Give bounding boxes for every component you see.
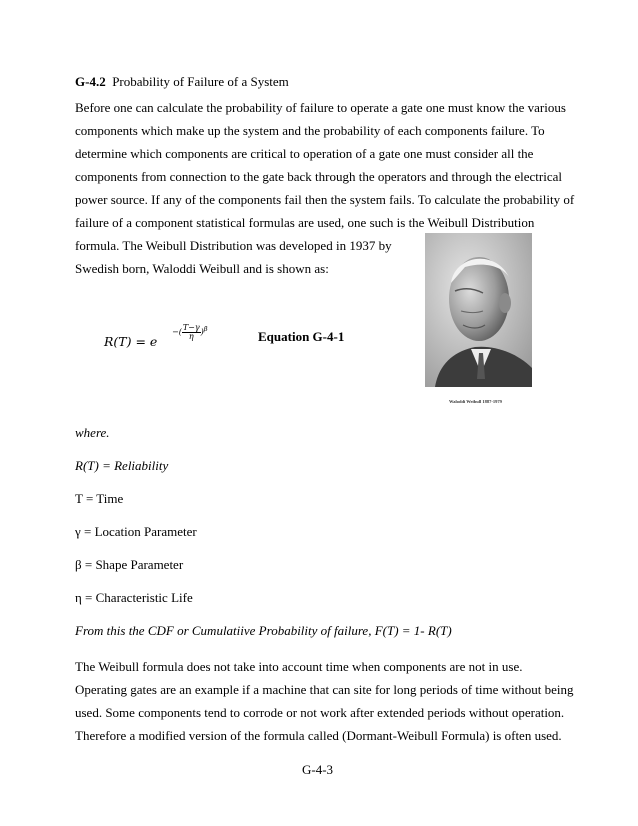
intro-line: formula. The Weibull Distribution was developed in 1937 by bbox=[75, 238, 392, 253]
intro-line: Before one can calculate the probability of failure to operate a gate one must know the various bbox=[75, 100, 566, 115]
closing-line: The Weibull formula does not take into account time when components are not in use. bbox=[75, 659, 523, 674]
definition-characteristic-life: η = Characteristic Life bbox=[75, 590, 193, 605]
closing-line: Operating gates are an example if a machine that can site for long periods of time without being bbox=[75, 682, 574, 697]
exponent-fraction bbox=[182, 324, 201, 341]
photo-caption: Waloddi Weibull 1887-1979 bbox=[449, 399, 502, 404]
exponent-sign: − bbox=[172, 327, 179, 337]
cdf-statement: From this the CDF or Cumulatiive Probability of failure, F(T) = 1- R(T) bbox=[75, 623, 452, 638]
section-title: Probability of Failure of a System bbox=[112, 74, 289, 89]
section-heading bbox=[75, 74, 289, 90]
page-number: G-4-3 bbox=[302, 762, 334, 777]
definition-shape: β = Shape Parameter bbox=[75, 557, 184, 572]
exponent-denominator: η bbox=[188, 332, 194, 341]
portrait-image bbox=[425, 233, 532, 387]
definition-time: T = Time bbox=[75, 491, 124, 506]
equation-label: Equation G-4-1 bbox=[258, 329, 345, 344]
where-label: where. bbox=[75, 425, 110, 440]
closing-line: used. Some components tend to corrode or not work after extended periods without operation. bbox=[75, 705, 565, 720]
exponent-numerator: T−γ bbox=[182, 323, 200, 332]
definition-location: γ = Location Parameter bbox=[75, 524, 197, 539]
exponent-power: β bbox=[203, 324, 208, 333]
closing-line: Therefore a modified version of the formula called (Dormant-Weibull Formula) is often used. bbox=[75, 728, 562, 743]
definition-reliability: R(T) = Reliability bbox=[75, 458, 169, 473]
section-number: G-4.2 bbox=[75, 74, 106, 89]
portrait-photo bbox=[425, 233, 532, 387]
intro-line: determine which components are critical to operation of a gate one must consider all the bbox=[75, 146, 534, 161]
closing-paragraph bbox=[75, 655, 574, 747]
formula-exponent: −( $\frac{T-\gamma}{\eta}$ )$^\beta$ bbox=[172, 323, 208, 341]
intro-line: components from connection to the gate back through the operators and through the electrical bbox=[75, 169, 562, 184]
intro-line: power source. If any of the components fail then the system fails. To calculate the probability of bbox=[75, 192, 575, 207]
intro-line: components which make up the system and the probability of each components failure. To bbox=[75, 123, 545, 138]
intro-line: failure of a component statistical formulas are used, one such is the Weibull Distribution bbox=[75, 215, 535, 230]
intro-line: Swedish born, Waloddi Weibull and is shown as: bbox=[75, 261, 329, 276]
formula-lhs: R(T) = e bbox=[104, 334, 158, 349]
